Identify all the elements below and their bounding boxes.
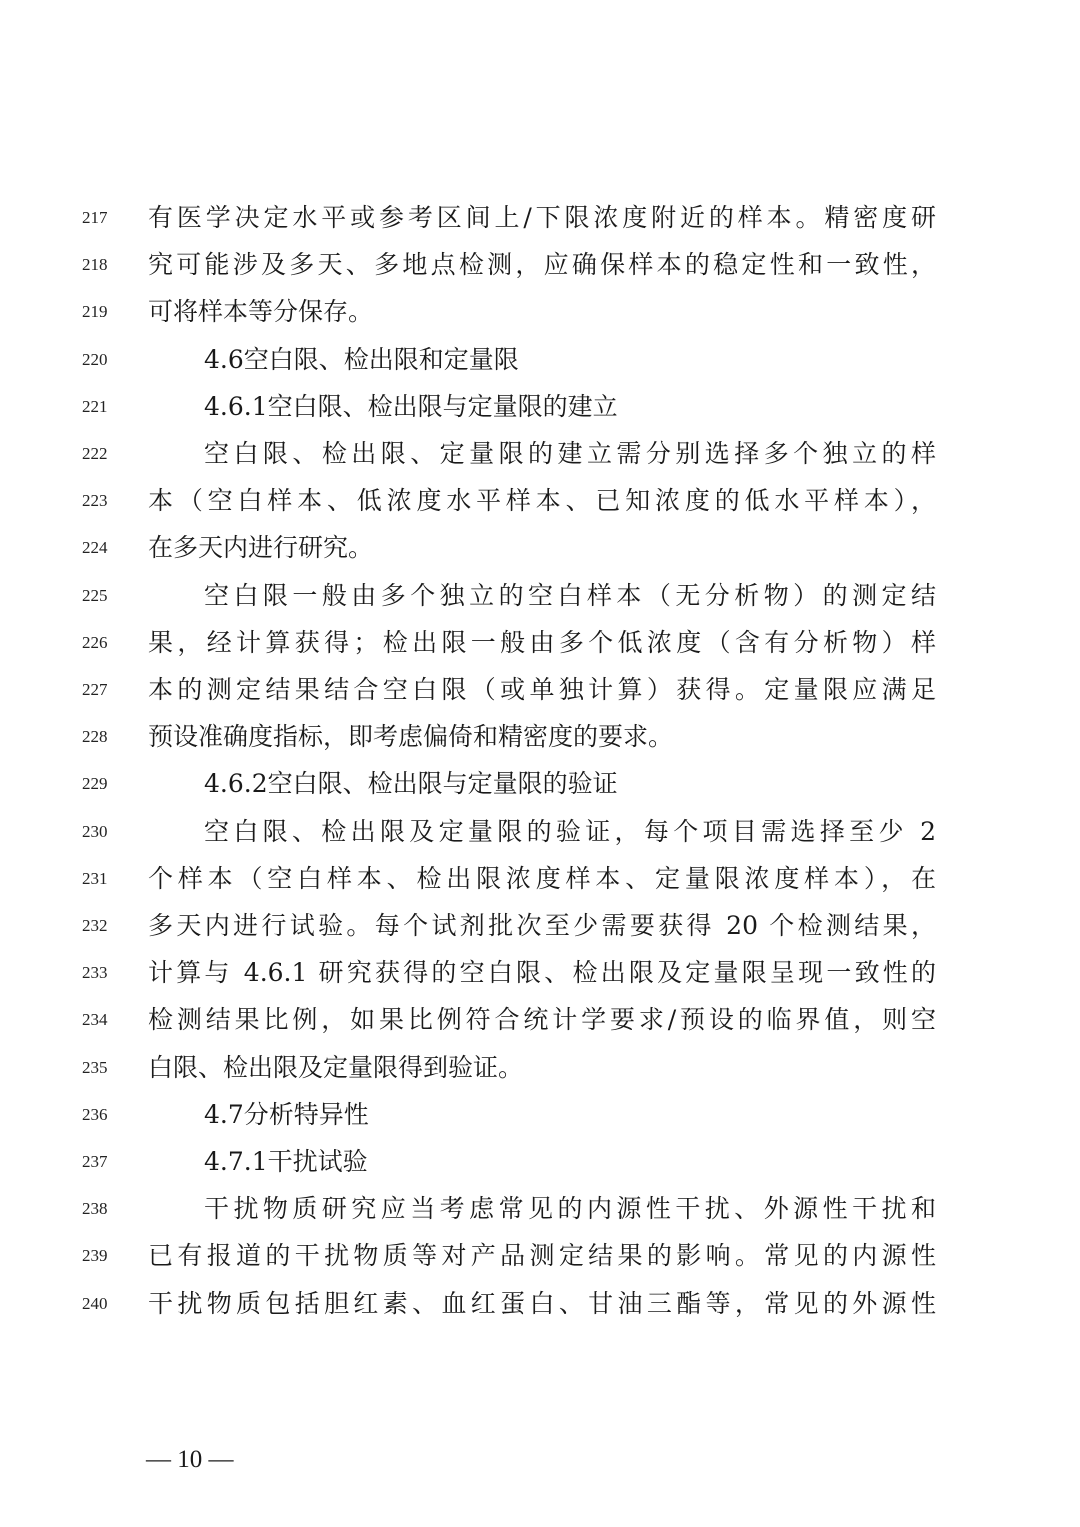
line-number: 228 xyxy=(82,727,108,747)
text-line xyxy=(0,481,1080,521)
line-text: 干扰物质包括胆红素、血红蛋白、甘油三酯等，常见的外源性 xyxy=(148,1288,936,1318)
line-number: 227 xyxy=(82,680,108,699)
text-line xyxy=(0,1095,1080,1135)
text-line xyxy=(0,1236,1080,1276)
text-line xyxy=(0,198,1080,238)
text-line xyxy=(0,953,1080,993)
line-text: 4.6.2空白限、检出限与定量限的验证 xyxy=(204,769,618,799)
line-text: 4.6空白限、检出限和定量限 xyxy=(204,344,519,374)
line-number: 234 xyxy=(82,1010,108,1030)
line-text: 本（空白样本、低浓度水平样本、已知浓度的低水平样本）， xyxy=(148,486,936,516)
text-line xyxy=(0,576,1080,616)
text-line xyxy=(0,1048,1080,1088)
text-line xyxy=(0,387,1080,427)
line-number: 229 xyxy=(82,774,108,794)
line-number: 230 xyxy=(82,821,108,841)
line-number: 224 xyxy=(82,538,108,558)
text-line xyxy=(0,670,1080,710)
line-number: 237 xyxy=(82,1152,108,1171)
text-line xyxy=(0,906,1080,946)
line-text: 可将样本等分保存。 xyxy=(148,297,374,327)
line-text: 果，经计算获得；检出限一般由多个低浓度（含有分析物）样 xyxy=(148,627,936,657)
line-number: 225 xyxy=(82,585,108,605)
text-line xyxy=(0,1284,1080,1324)
line-text: 4.7.1干扰试验 xyxy=(204,1147,368,1176)
text-line xyxy=(0,623,1080,663)
line-number: 231 xyxy=(82,868,108,888)
line-number: 217 xyxy=(82,208,108,227)
text-line xyxy=(0,764,1080,804)
line-number: 235 xyxy=(82,1057,108,1077)
line-number: 236 xyxy=(82,1104,108,1124)
line-number: 218 xyxy=(82,255,108,275)
line-text: 空白限一般由多个独立的空白样本（无分析物）的测定结 xyxy=(204,580,936,610)
line-text: 多天内进行试验。每个试剂批次至少需要获得 20 个检测结果， xyxy=(148,911,936,940)
line-text: 计算与 4.6.1 研究获得的空白限、检出限及定量限呈现一致性的 xyxy=(148,958,936,988)
line-text: 预设准确度指标，即考虑偏倚和精密度的要求。 xyxy=(148,722,674,752)
line-text: 已有报道的干扰物质等对产品测定结果的影响。常见的内源性 xyxy=(148,1241,936,1271)
line-text: 有医学决定水平或参考区间上/下限浓度附近的样本。精密度研 xyxy=(148,203,936,232)
line-text: 干扰物质研究应当考虑常见的内源性干扰、外源性干扰和 xyxy=(204,1194,936,1224)
text-line xyxy=(0,812,1080,852)
line-text: 空白限、检出限及定量限的验证，每个项目需选择至少 2 xyxy=(204,816,936,846)
line-text: 究可能涉及多天、多地点检测，应确保样本的稳定性和一致性， xyxy=(148,250,936,280)
text-line xyxy=(0,859,1080,899)
line-text: 检测结果比例，如果比例符合统计学要求/预设的临界值，则空 xyxy=(148,1005,936,1035)
line-number: 220 xyxy=(82,349,108,369)
line-number: 238 xyxy=(82,1199,108,1219)
line-text: 4.7分析特异性 xyxy=(204,1099,369,1129)
line-text: 白限、检出限及定量限得到验证。 xyxy=(148,1052,524,1082)
line-number: 226 xyxy=(82,632,108,652)
line-text: 本的测定结果结合空白限（或单独计算）获得。定量限应满足 xyxy=(148,675,936,704)
text-line xyxy=(0,340,1080,380)
line-number: 219 xyxy=(82,302,108,322)
line-number: 223 xyxy=(82,491,108,511)
line-number: 232 xyxy=(82,916,108,935)
line-text: 在多天内进行研究。 xyxy=(148,533,374,563)
line-number: 222 xyxy=(82,444,108,463)
line-number: 239 xyxy=(82,1246,108,1266)
line-text: 4.6.1空白限、检出限与定量限的建立 xyxy=(204,391,618,421)
line-text: 个样本（空白样本、检出限浓度样本、定量限浓度样本），在 xyxy=(148,863,936,893)
page-number: — 10 — xyxy=(146,1446,234,1473)
text-line xyxy=(0,528,1080,568)
line-number: 240 xyxy=(82,1293,108,1313)
text-line xyxy=(0,1000,1080,1040)
text-line xyxy=(0,245,1080,285)
text-line xyxy=(0,1189,1080,1229)
text-line xyxy=(0,434,1080,474)
text-line xyxy=(0,717,1080,757)
line-number: 221 xyxy=(82,396,108,416)
line-text: 空白限、检出限、定量限的建立需分别选择多个独立的样 xyxy=(204,439,936,468)
text-line xyxy=(0,292,1080,332)
line-number: 233 xyxy=(82,963,108,983)
text-line xyxy=(0,1142,1080,1182)
